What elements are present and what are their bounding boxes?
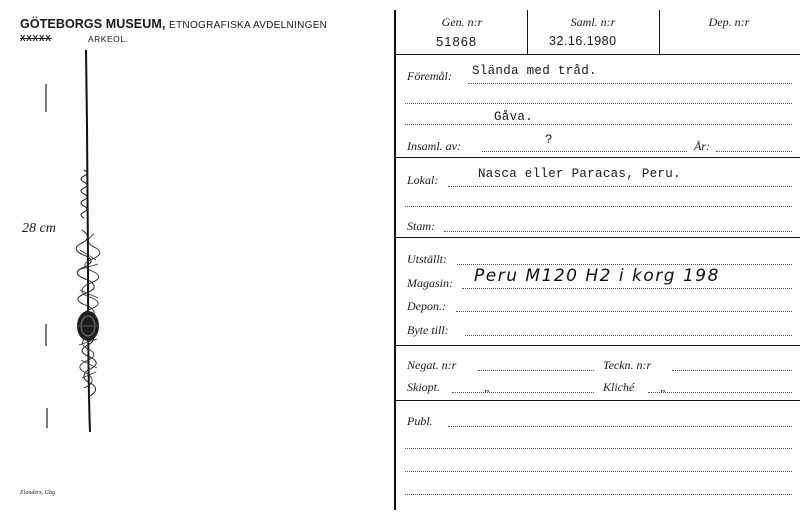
card-divider [394,10,396,510]
dotted-line [465,335,792,336]
foremal-value: Slända med tråd. [472,64,597,78]
gen-number-value: 51868 [436,34,478,49]
negat-label: Negat. n:r [407,358,457,372]
dotted-line [648,392,792,393]
saml-number-value: 32.16.1980 [549,34,617,48]
dotted-line [448,426,792,427]
dotted-line [468,83,792,84]
magasin-label: Magasin: [407,276,453,290]
skiopt-label: Skiopt. [407,380,440,394]
teckn-label: Teckn. n:r [603,358,652,372]
dotted-line [448,186,792,187]
magasin-value: Peru M120 H2 i korg 198 [474,266,720,286]
section-rule [396,237,800,238]
dotted-line [482,151,687,152]
dotted-line [405,124,792,125]
dotted-line [716,151,792,152]
depon-label: Depon.: [407,299,446,313]
ar-label: År: [694,139,710,153]
museum-name: GÖTEBORGS MUSEUM, [20,17,166,31]
lokal-label: Lokal: [407,173,439,187]
publ-label: Publ. [407,414,433,428]
struck-out-text: XXXXX [20,34,52,43]
insaml-value: ? [545,133,553,147]
dotted-line [444,231,792,232]
dotted-line [672,370,792,371]
length-annotation: 28 cm [22,221,56,236]
department-name: ETNOGRAFISKA AVDELNINGEN [169,20,328,31]
saml-number-label: Saml. n:r [570,15,616,29]
dotted-line [405,206,792,207]
section-rule [396,157,800,158]
section-rule [396,400,800,401]
insaml-label: Insaml. av: [407,139,461,153]
printer-mark: Elanders, Gbg [20,490,55,496]
dotted-line [405,494,792,495]
stam-label: Stam: [407,219,435,233]
gen-number-label: Gen. n:r [441,15,483,29]
utstallt-label: Utställt: [407,252,448,266]
dotted-line [452,392,594,393]
spindle-drawing [0,0,380,518]
dotted-line [457,264,792,265]
dep-number-label: Dep. n:r [708,15,750,29]
dotted-line [405,448,792,449]
foremal-label: Föremål: [407,69,452,83]
dotted-line [405,471,792,472]
dotted-line [478,370,594,371]
lokal-value: Nasca eller Paracas, Peru. [478,167,681,181]
skiopt-ditto: „ [484,380,491,394]
dotted-line [405,103,792,104]
section-rule [396,345,800,346]
byte-label: Byte till: [407,323,449,337]
dotted-line [462,288,792,289]
kliche-ditto: „ [660,380,667,394]
section-label: ARKEOL. [88,34,129,44]
kliche-label: Kliché [603,380,635,394]
header-rule [396,54,800,55]
dotted-line [456,311,792,312]
acquisition-note: Gåva. [494,110,534,124]
